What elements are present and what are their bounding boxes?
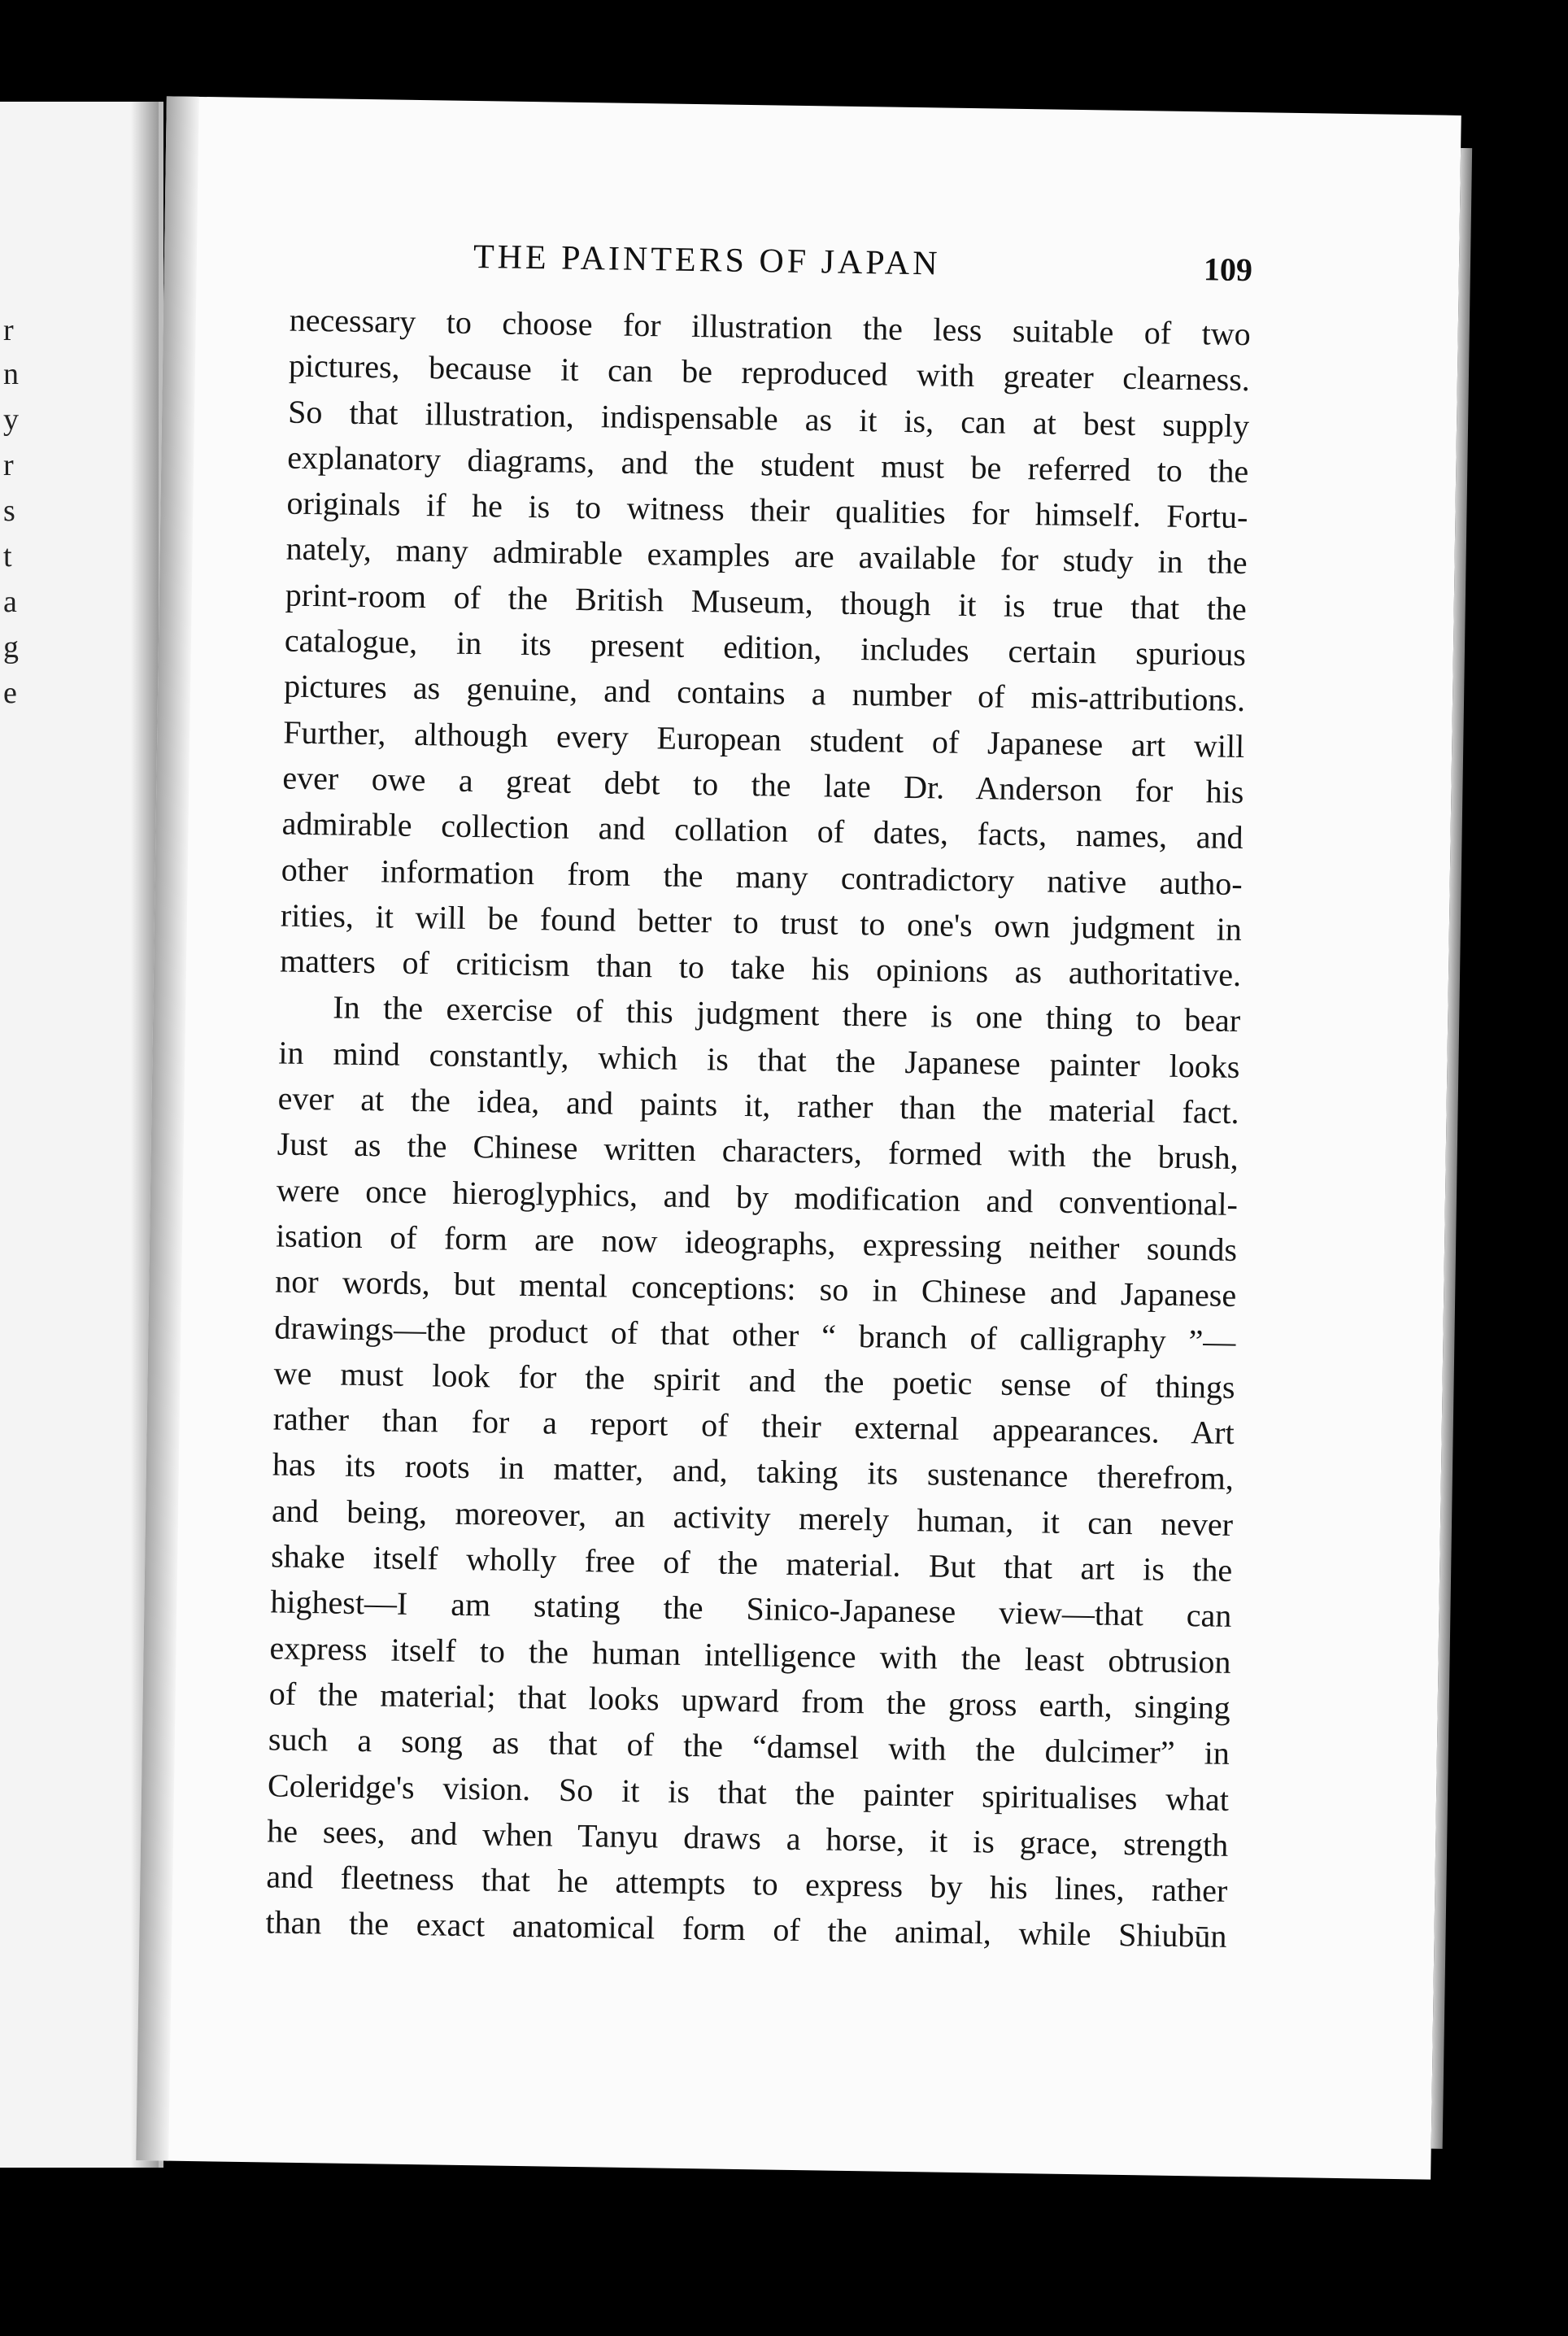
text-line: Further, although every European student of Japanese art will bbox=[283, 713, 1245, 765]
text-line: than the exact anatomical form of the animal, while Shiubūn bbox=[265, 1903, 1227, 1955]
text-line: and being, moreover, an activity merely human, it can never bbox=[271, 1492, 1234, 1543]
facing-page-char: r bbox=[3, 313, 14, 347]
text-line: isation of form are now ideographs, expressing neither sounds bbox=[275, 1217, 1238, 1268]
book-page bbox=[136, 96, 1461, 2179]
text-line: ever owe a great debt to the late Dr. Anderson for his bbox=[282, 759, 1244, 811]
text-line: matters of criticism than to take his opinions as authoritative. bbox=[279, 942, 1242, 994]
facing-page-char: y bbox=[3, 403, 19, 437]
text-line: nately, many admirable examples are available for study in the bbox=[285, 530, 1248, 582]
text-line: rather than for a report of their external appearances. Art bbox=[272, 1400, 1235, 1452]
text-line: originals if he is to witness their qualities for himself. Fortu- bbox=[286, 484, 1248, 536]
body-text bbox=[265, 298, 1251, 1960]
running-head: THE PAINTERS OF JAPAN bbox=[473, 238, 941, 283]
facing-page-char: e bbox=[3, 676, 17, 710]
text-line: print-room of the British Museum, though it is true that the bbox=[285, 576, 1248, 627]
facing-page-char: r bbox=[3, 448, 14, 482]
text-line: Coleridge's vision. So it is that the painter spiritualises what bbox=[267, 1766, 1230, 1818]
text-line: we must look for the spirit and the poetic sense of things bbox=[273, 1354, 1235, 1406]
text-line: rities, it will be found better to trust to one's own judgment in bbox=[280, 896, 1243, 948]
facing-page-char: a bbox=[3, 585, 17, 619]
text-line: admirable collection and collation of dates, facts, names, and bbox=[281, 804, 1244, 856]
page-number: 109 bbox=[1203, 251, 1253, 289]
text-line: pictures, because it can be reproduced with greater clearness. bbox=[288, 346, 1251, 399]
text-line: explanatory diagrams, and the student must be referred to the bbox=[287, 438, 1249, 490]
text-line: nor words, but mental conceptions: so in Chinese and Japanese bbox=[274, 1262, 1237, 1314]
facing-page-char: s bbox=[3, 494, 15, 528]
paragraph-first-line: In the exercise of this judgment there is one thing to bear bbox=[332, 988, 1241, 1039]
facing-page-char: n bbox=[3, 357, 19, 391]
facing-page bbox=[0, 102, 163, 2168]
text-line: highest—I am stating the Sinico-Japanese view—that can bbox=[270, 1583, 1232, 1635]
text-line: necessary to choose for illustration the less suitable of two bbox=[289, 301, 1252, 353]
page-edge bbox=[1431, 148, 1472, 2149]
facing-page-char: g bbox=[3, 630, 19, 665]
text-line: and fleetness that he attempts to express by his lines, rather bbox=[266, 1858, 1228, 1910]
text-line: So that illustration, indispensable as it is, can at best supply bbox=[287, 393, 1250, 444]
text-line: ever at the idea, and paints it, rather than the material fact. bbox=[277, 1079, 1239, 1131]
facing-page-char: t bbox=[3, 539, 12, 573]
text-line: shake itself wholly free of the material. But that art is the bbox=[270, 1537, 1233, 1589]
text-line: were once hieroglyphics, and by modification and conventional- bbox=[276, 1171, 1239, 1222]
text-line: Just as the Chinese written characters, formed with the brush, bbox=[277, 1125, 1239, 1177]
text-line: of the material; that looks upward from the gross earth, singing bbox=[268, 1675, 1231, 1726]
text-line: drawings—the product of that other “ branch of calligraphy ”— bbox=[274, 1308, 1236, 1360]
text-line: pictures as genuine, and contains a number of mis-attributions. bbox=[283, 667, 1246, 719]
text-line: express itself to the human intelligence with the least obtrusion bbox=[269, 1629, 1231, 1680]
text-line: other information from the many contradictory native autho- bbox=[281, 851, 1244, 902]
text-line: in mind constantly, which is that the Japanese painter looks bbox=[278, 1034, 1240, 1085]
text-line: he sees, and when Tanyu draws a horse, it is grace, strength bbox=[266, 1812, 1229, 1863]
text-line: catalogue, in its present edition, includes certain spurious bbox=[284, 621, 1247, 673]
text-line: has its roots in matter, and, taking its sustenance therefrom, bbox=[272, 1445, 1235, 1497]
text-line: such a song as that of the “damsel with the dulcimer” in bbox=[268, 1720, 1230, 1772]
